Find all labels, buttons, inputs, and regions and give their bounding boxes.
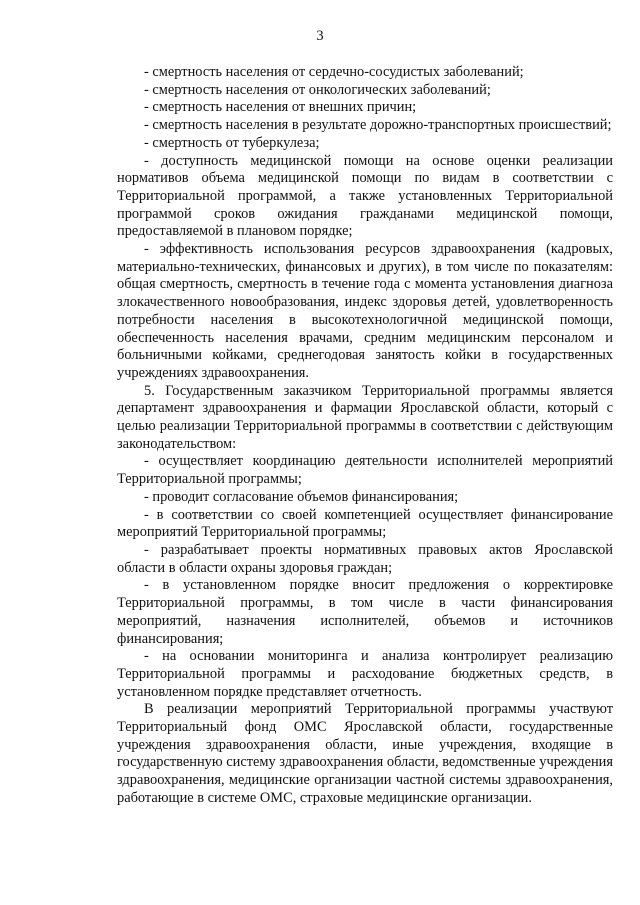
list-item-resource-efficiency: - эффективность использования ресурсов здравоохранения (кадровых, материально-технических, финансовых и других), в том числе по показателям: общая смертность, смертность в течение года с момента установления диагноза злокачественного новообразования, индекс здоровья детей, удовлетворенность потребности населения в высокотехнологичной медицинской помощи, обеспеченность населения врачами, средним медицинским персоналом и больничными койками, среднегодовая занятость койки в государственных учреждениях здравоохранения. xyxy=(117,241,613,381)
list-item-funding-approval: - проводит согласование объемов финансирования; xyxy=(144,488,459,505)
list-item-oncology-mortality: - смертность населения от онкологических заболеваний; xyxy=(144,81,491,98)
list-item-coordination: - осуществляет координацию деятельности исполнителей мероприятий Территориальной программы; xyxy=(117,453,613,488)
list-item-cardiovascular-mortality: - смертность населения от сердечно-сосудистых заболеваний; xyxy=(144,64,524,80)
page-number: 3 xyxy=(316,28,324,44)
list-item-care-accessibility: - доступность медицинской помощи на основе оценки реализации нормативов объема медицинской помощи по видам в соответствии с Территориальной программой, а также установленных Территориальной программой сроков ожидания гражданами медицинской помощи, предоставляемой в плановом порядке; xyxy=(117,152,613,240)
list-item-monitoring: - на основании мониторинга и анализа контролирует реализацию Территориальной программы и расходование бюджетных средств, в установленном порядке представляет отчетность. xyxy=(117,648,613,700)
list-item-tuberculosis-mortality: - смертность от туберкулеза; xyxy=(144,134,320,151)
document-body xyxy=(117,64,613,808)
list-item-adjustment-proposals: - в установленном порядке вносит предложения о корректировке Территориальной программы, в том числе в части финансирования мероприятий, назначения исполнителей, объемов и источников финансирования; xyxy=(117,577,613,647)
list-item-financing: - в соответствии со своей компетенцией осуществляет финансирование мероприятий Территориальной программы; xyxy=(117,506,613,541)
section-5-paragraph: 5. Государственным заказчиком Территориальной программы является департамент здравоохранения и фармации Ярославской области, который с целью реализации Территориальной программы в соответствии с действующим законодательством: xyxy=(117,382,613,452)
list-item-external-causes-mortality: - смертность населения от внешних причин; xyxy=(144,99,417,116)
participants-paragraph: В реализации мероприятий Территориальной программы участвуют Территориальный фонд ОМС Ярославской области, государственные учреждения здравоохранения области, иные учреждения, входящие в государственную систему здравоохранения области, ведомственные учреждения здравоохранения, медицинские организации частной системы здравоохранения, работающие в системе ОМС, страховые медицинские организации. xyxy=(117,701,613,806)
list-item-road-accident-mortality: - смертность населения в результате дорожно-транспортных происшествий; xyxy=(144,117,612,134)
list-item-draft-acts: - разрабатывает проекты нормативных правовых актов Ярославской области в области охраны здоровья граждан; xyxy=(117,541,613,576)
